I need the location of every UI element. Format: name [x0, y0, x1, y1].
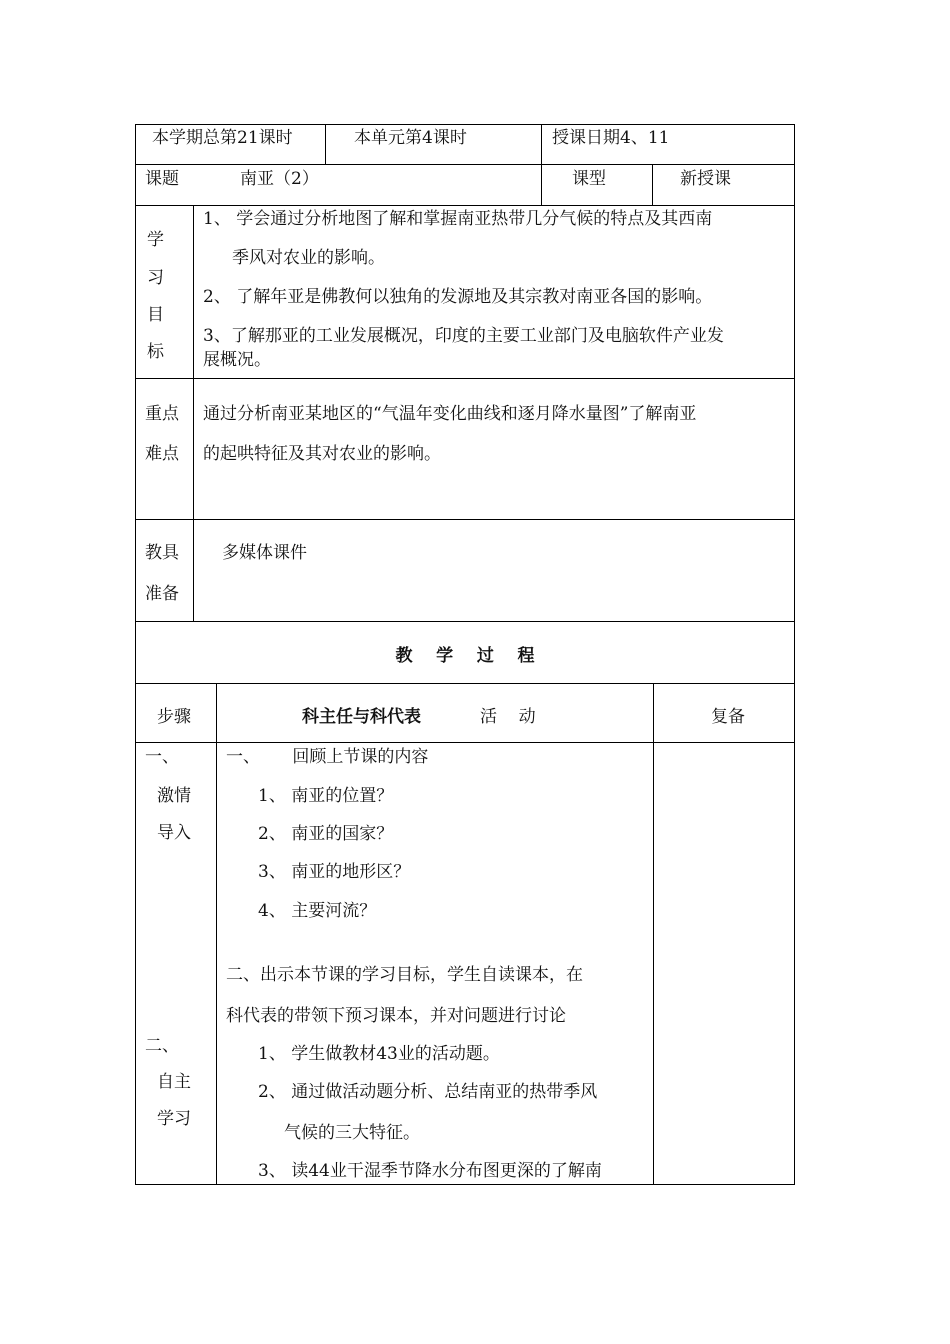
teach-date: 授课日期4、11 [552, 128, 670, 148]
col-divider [652, 164, 653, 205]
objectives-label-char: 习 [147, 268, 164, 288]
step-1-name: 激情 [157, 786, 191, 806]
objective-line: 2、 了解年亚是佛教何以独角的发源地及其宗教对南亚各国的影响。 [203, 287, 713, 307]
objective-line: 季风对农业的影响。 [232, 248, 385, 268]
activity-2-item: 2、 通过做活动题分析、总结南亚的热带季风 [258, 1082, 598, 1102]
row-divider [135, 683, 795, 684]
activity-1-item: 1、 南亚的位置？ [258, 786, 394, 806]
step-2-name: 学习 [157, 1109, 191, 1129]
row-divider [135, 205, 795, 206]
objectives-label-char: 标 [147, 342, 164, 362]
lesson-type-value: 新授课 [680, 169, 731, 189]
objective-line: 展概况。 [203, 350, 271, 370]
lesson-type-label: 课型 [572, 169, 606, 189]
row-divider [135, 519, 795, 520]
activity-header-rest: 活 动 [480, 707, 536, 727]
activity-2-line: 二、出示本节课的学习目标，学生自读课本，在 [226, 965, 583, 985]
objectives-label-char: 学 [147, 230, 164, 250]
activity-2-item: 1、 学生做教材43业的活动题。 [258, 1044, 500, 1064]
col-divider [325, 124, 326, 165]
key-points-line: 通过分析南亚某地区的“气温年变化曲线和逐月降水量图”了解南亚 [203, 404, 697, 424]
process-title: 教 学 过 程 [395, 646, 535, 666]
step-1-number: 一、 [145, 747, 179, 767]
key-points-line: 的起哄特征及其对农业的影响。 [203, 444, 441, 464]
col-divider [216, 683, 217, 1185]
objective-line: 1、 学会通过分析地图了解和掌握南亚热带几分气候的特点及其西南 [203, 209, 713, 229]
activity-1-item: 2、 南亚的国家？ [258, 824, 394, 844]
activity-1-title: 一、 回顾上节课的内容 [226, 747, 429, 767]
activity-1-item: 3、 南亚的地形区？ [258, 862, 411, 882]
col-divider [193, 205, 194, 622]
key-points-label: 重点 [145, 404, 179, 424]
step-1-name: 导入 [157, 823, 191, 843]
activity-header-bold: 科主任与科代表 [302, 707, 421, 727]
semester-total-lesson: 本学期总第21课时 [152, 128, 293, 148]
topic-label: 课题 [145, 169, 179, 189]
table-bottom-border [135, 1184, 795, 1185]
unit-lesson: 本单元第4课时 [354, 128, 467, 148]
table-top-border [135, 124, 795, 125]
row-divider [135, 164, 795, 165]
row-divider [135, 742, 795, 743]
step-2-name: 自主 [157, 1072, 191, 1092]
review-header: 复备 [711, 707, 745, 727]
col-divider [541, 124, 542, 205]
tools-label: 教具 [145, 543, 179, 563]
col-divider [653, 683, 654, 1185]
topic-value: 南亚（2） [240, 169, 319, 189]
step-2-number: 二、 [145, 1036, 179, 1056]
key-points-label: 难点 [145, 444, 179, 464]
objectives-label-char: 目 [147, 305, 164, 325]
row-divider [135, 621, 795, 622]
tools-label: 准备 [145, 584, 179, 604]
objective-line: 3、了解那亚的工业发展概况，印度的主要工业部门及电脑软件产业发 [203, 326, 724, 346]
activity-2-item: 气候的三大特征。 [284, 1123, 420, 1143]
steps-header: 步骤 [157, 707, 191, 727]
activity-2-line: 科代表的带领下预习课本，并对问题进行讨论 [226, 1006, 566, 1026]
activity-1-item: 4、 主要河流？ [258, 901, 377, 921]
row-divider [135, 378, 795, 379]
tools-value: 多媒体课件 [222, 543, 307, 563]
activity-2-item: 3、 读44业干湿季节降水分布图更深的了解南 [258, 1161, 602, 1181]
